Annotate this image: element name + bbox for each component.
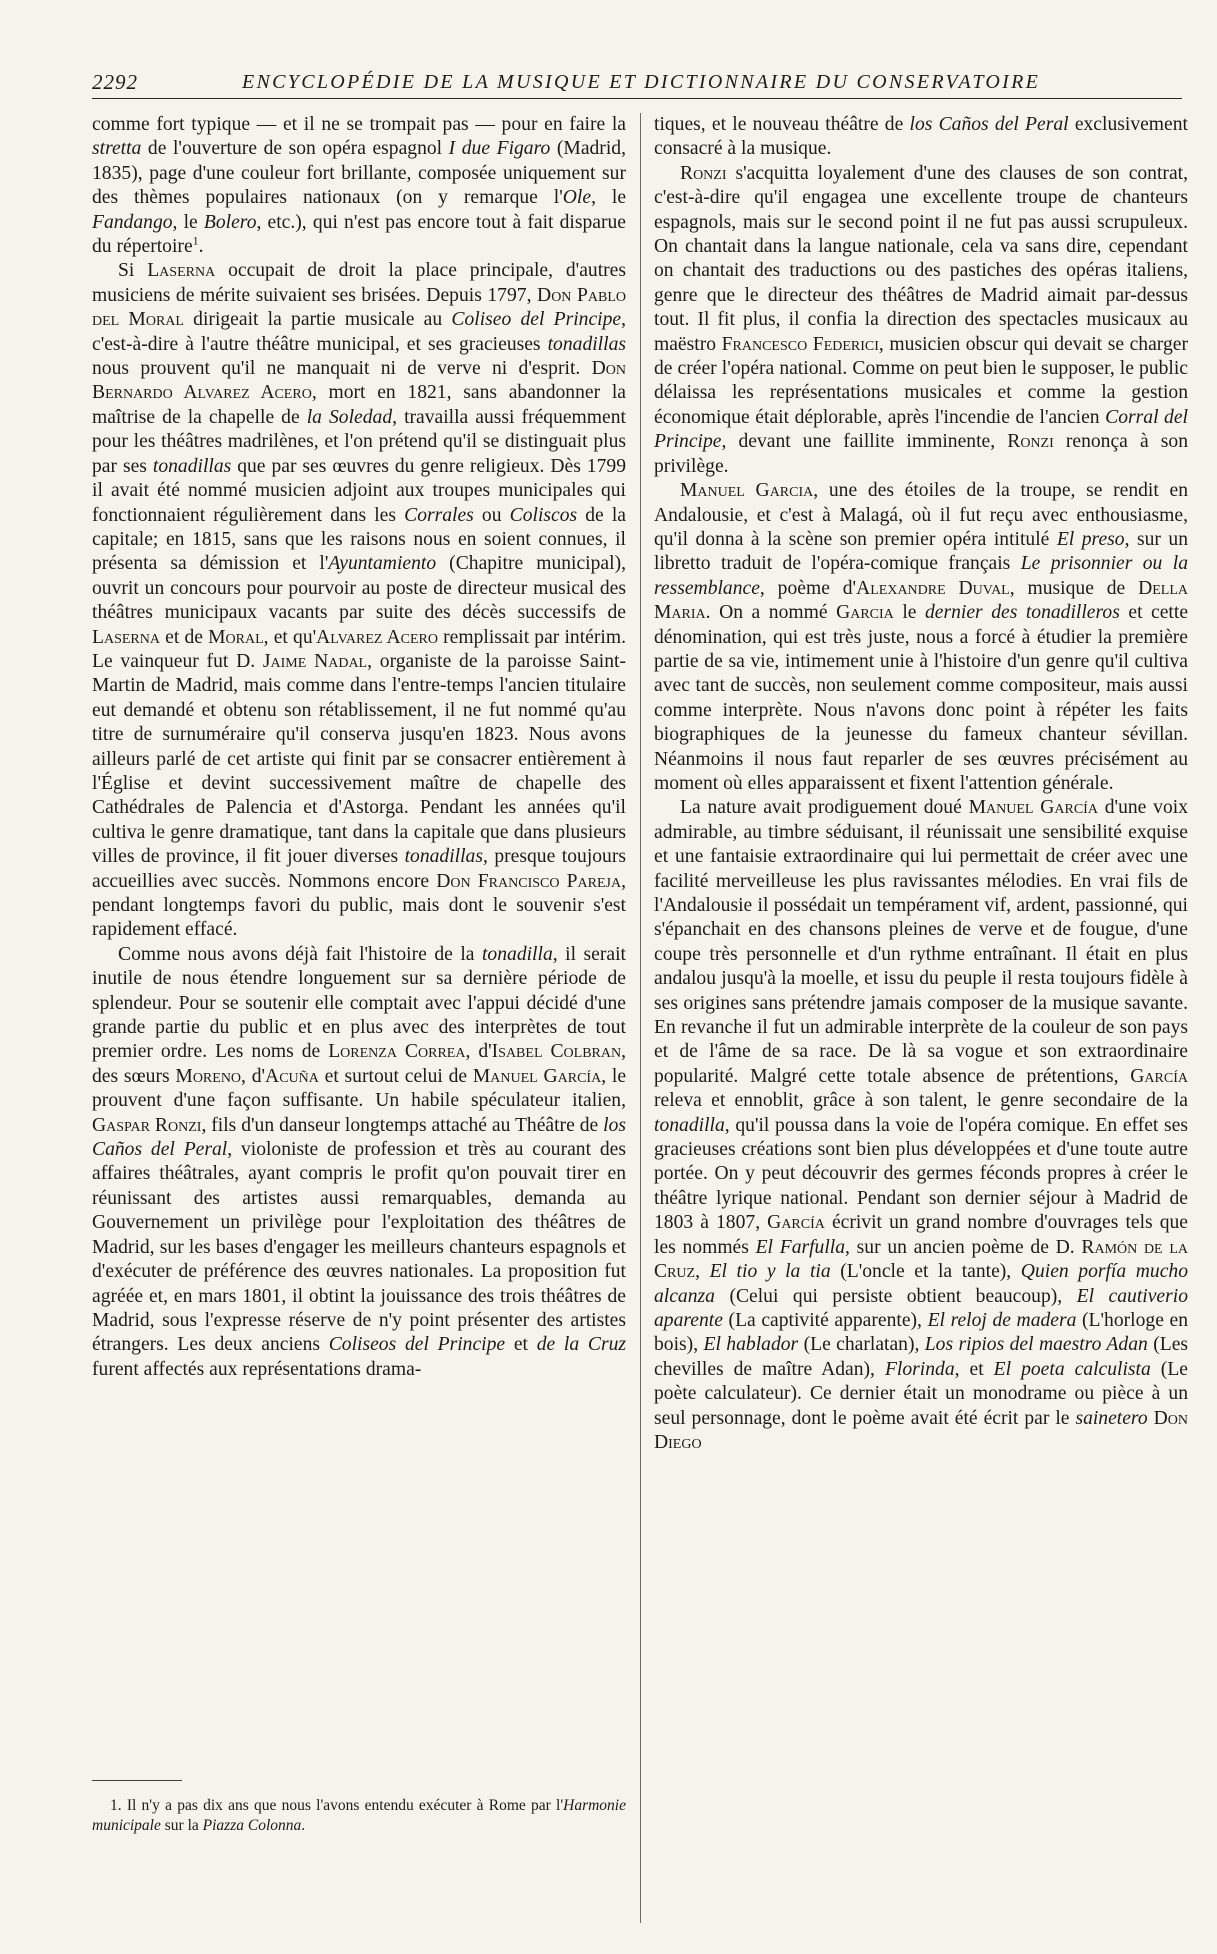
person-name: D. Ramón de la Cruz [654, 1236, 1188, 1283]
text: , presque toujours accueillies avec succès. Nommons encore [92, 846, 627, 892]
column-divider [640, 113, 641, 1923]
text: , etc.), qui n'est pas encore tout à fait disparue du répertoire [92, 211, 627, 258]
italic-term: El cautiverio aparente [654, 1285, 1188, 1331]
text: et de [159, 626, 209, 648]
text: comme fort typique — et il ne se trompait pas — pour en faire la [92, 114, 626, 135]
italic-term: Piazza Colonna [202, 1816, 302, 1834]
text: (Le charlatan), [798, 1334, 925, 1356]
text: (L'horloge en bois), [654, 1309, 1188, 1356]
text: , le prouvent d'une façon suffisante. Un habile spéculateur italien, [92, 1065, 627, 1112]
text: . On a nommé [705, 602, 837, 624]
footnote [92, 1796, 626, 1835]
text: , d' [241, 1065, 266, 1087]
text: , poème d' [759, 577, 857, 599]
person-name: Laserna [147, 260, 216, 282]
text: . [198, 236, 204, 258]
text: sur la [160, 1816, 203, 1834]
text: occupait de droit la place principale, d'autres musiciens de mérite suivaient ses brisées. Depuis 1797, [92, 260, 626, 306]
text: , c'est-à-dire à l'autre théâtre municipal, et ses gracieuses [92, 309, 626, 355]
italic-term: tonadillas [547, 333, 626, 355]
text: , il serait inutile de nous étendre longuement sur sa dernière période de splendeur. Pour se soutenir elle comptait avec l'appui décidé d'une grande partie du public et en plus avec des interprètes de tout premier ordre. Les noms de [92, 943, 626, 1063]
italic-term: Le prisonnier ou la ressemblance [654, 553, 1188, 599]
text: remplissait par intérim. Le vainqueur fut [92, 626, 626, 672]
text: , musicien obscur qui devait se charger de créer l'opéra national. Comme on peut bien le supposer, le public délaissa les représentations musicales et comme la gestion économique était déplorable, après l'incendie de l'ancien [654, 333, 1188, 428]
person-name: García [767, 1212, 825, 1234]
running-title: ENCYCLOPÉDIE DE LA MUSIQUE ET DICTIONNAIRE DU CONSERVATOIRE [242, 71, 1041, 93]
text: , qu'il poussa dans la voie de l'opéra comique. En effet ses gracieuses créations sont bien plus développées et d'une toute autre portée. On y peut découvrir des germes féconds propres à créer le théâtre lyrique national. Pendant son dernier séjour à Madrid de 1803 à 1807, [654, 1114, 1188, 1234]
italic-term: dernier des tonadilleros [925, 602, 1120, 624]
text: dirigeait la partie musicale au [183, 309, 452, 331]
text: , violoniste de profession et très au courant des affaires théâtrales, ayant compris le profit qu'on pouvait tirer en réunissant des artistes aussi remarquables, demanda au Gouvernement un privilège pour l'exploitation des théâtres de Madrid, sur les bases d'engager les meilleurs chanteurs espagnols et d'exécuter de préférence des œuvres nationales. La proposition fut agréée et, en mars 1801, il obtint la jouissance des trois théâtres de Madrid, sous l'expresse réserve de n'y point présenter des artistes étrangers. Les deux anciens [92, 1139, 626, 1356]
page-number: 2292 [92, 70, 138, 94]
text: , devant une faillite imminente, [721, 431, 1008, 453]
text: , et [954, 1358, 994, 1380]
text: s'acquitta loyalement d'une des clauses de son contrat, c'est-à-dire qu'il engagea une excellente troupe de chanteurs espagnols, mais sur le second point il ne fut pas aussi scrupuleux. On chantait dans la langue nationale, cela va sans dire, cependant on chantait des traductions ou des pastiches des opéras italiens, genre que le directeur des théâtres de Madrid aimait par-dessus tout. Il fit plus, il confia la direction des spectacles musicaux au maëstro [654, 162, 1188, 355]
paragraph [654, 113, 1188, 162]
text: , une des étoiles de la troupe, se rendit en Andalousie, et c'est à Malagá, où il fut reçu avec enthousiasme, qu'il donna à la scène son premier opéra intitulé [654, 480, 1188, 550]
italic-term: El preso [1056, 528, 1125, 550]
running-header [92, 70, 1182, 99]
person-name: Alvarez Acero [316, 626, 438, 648]
text: , sur un libretto traduit de l'opéra-comique français [654, 528, 1188, 575]
italic-term: El reloj de madera [927, 1309, 1077, 1331]
text: et cette dénomination, qui est très juste, nous a forcé à étudier la première partie de sa vie, intimement unie à l'histoire d'un genre qu'il cultiva avec tant de succès, non seulement comme compositeur, mais aussi comme interprète. Nous n'avons donc point à répéter les faits biographiques de la jeunesse du fameux chanteur sévillan. Néanmoins il nous faut reparler de ses œuvres précisément au moment où elles apparaissent et fixent l'attention générale. [654, 602, 1189, 794]
italic-term: Los ripios del maestro Adan [924, 1334, 1148, 1356]
italic-term: tonadilla [654, 1114, 725, 1136]
person-name: Manuel García [472, 1065, 602, 1087]
italic-term: de la Cruz [536, 1334, 626, 1356]
text: que par ses œuvres du genre religieux. Dès 1799 il avait été nommé musicien adjoint aux troupes municipales qui fonctionnaient régulièrement dans les [92, 455, 626, 526]
footnote-marker: 1 [192, 233, 199, 248]
text: de la capitale; en 1815, sans que les raisons nous en soient connues, il présenta sa démission et l' [92, 504, 627, 575]
person-name: Lorenza Correa [328, 1041, 466, 1063]
paragraph [654, 796, 1188, 1455]
person-name: Manuel Garcia [680, 480, 814, 502]
italic-term: tonadillas [404, 846, 483, 868]
paragraph [92, 943, 626, 1382]
person-name: Moral [208, 626, 264, 648]
text: , sur un ancien poème de [845, 1236, 1056, 1258]
italic-term: tonadillas [152, 455, 232, 477]
paragraph [92, 259, 626, 942]
italic-term: Corrales [404, 504, 474, 526]
text: , [695, 1261, 710, 1283]
italic-term: los Caños del Peral [92, 1114, 626, 1161]
text: d'une voix admirable, au timbre séduisant, il réunissait une sensibilité exquise et une fantaisie extraordinaire qui lui permettait de créer avec une facilité merveilleuse les plus ravissantes mélodies. En vrai fils de l'Andalousie il possédait un tempérament vif, ardent, passionné, qui s'épanchait en des chansons pleines de verve et de fougue, d'une coupe très personnelle et d'un rythme entraînant. Il était en plus andalou jusqu'à la moelle, et issu du peuple il resta toujours fidèle à ses origines sans prétendre jamais composer de la musique savante. En revanche il fut un admirable interprète de la couleur de son pays et de l'âme de sa race. De là sa vogue et son extraordinaire popularité. Malgré cette totale absence de prétentions, [654, 797, 1189, 1087]
person-name: Laserna [92, 626, 160, 648]
text: , travailla aussi fréquemment pour les théâtres madrilènes, et l'on prétend qu'il se distinguait plus par ses [92, 406, 626, 477]
person-name: Ronzi [680, 162, 727, 184]
text: nous prouvent qu'il ne manquait ni de verve ni d'esprit. [92, 358, 592, 380]
text: (Le poète calculateur). Ce dernier était un monodrame ou pièce à un seul personnage, dont le poème avait été écrit par le [654, 1358, 1188, 1429]
text: furent affectés aux représentations drama- [92, 1358, 422, 1380]
footnote-rule [92, 1780, 182, 1781]
text: (Madrid, 1835), page d'une couleur fort brillante, composée uniquement sur des thèmes populaires nationaux (on y remarque l' [92, 138, 626, 209]
text: (L'oncle et la tante), [830, 1261, 1021, 1283]
text: et surtout celui de [318, 1065, 473, 1087]
italic-term: I due Figaro [448, 138, 551, 160]
italic-term: Ayuntamiento [328, 553, 437, 575]
person-name: Ronzi [1007, 431, 1054, 453]
text: Si [118, 260, 148, 282]
text: . [301, 1816, 306, 1834]
text: , des sœurs [92, 1041, 626, 1087]
italic-term: El hablador [703, 1334, 799, 1356]
person-name: Manuel García [968, 797, 1098, 819]
text: Comme nous avons déjà fait l'histoire de la [118, 943, 482, 965]
italic-term: Florinda [884, 1358, 955, 1380]
text: (Celui qui persiste obtient beaucoup), [714, 1285, 1077, 1307]
text: , mort en 1821, sans abandonner la maîtrise de la chapelle de [92, 382, 626, 428]
italic-term: tonadilla [481, 943, 553, 965]
left-column [92, 113, 626, 1382]
text: exclusivement consacré à la musique. [654, 114, 1188, 160]
paragraph [92, 113, 626, 259]
text: , organiste de la paroisse Saint-Martin de Madrid, mais comme dans l'entre-temps l'ancien titulaire eut demandé et obtenu son rétablissement, il ne fut nommé qu'au titre de surnuméraire qu'il conserva jusqu'en 1823. Nous avons ailleurs parlé de cet artiste qui finit par se consacrer entièrement à l'Église et devint successivement maître de chapelle des Cathédrales de Palencia et d'Astorga. Pendant les années qu'il cultiva le genre dramatique, tant dans la capitale que dans plusieurs villes de province, il fit jouer diverses [92, 650, 626, 868]
person-name: Moreno [175, 1065, 242, 1087]
paragraph [654, 162, 1188, 479]
italic-term: Corral del Principe [654, 406, 1188, 453]
text: (La captivité apparente), [722, 1309, 928, 1331]
text: ou [473, 504, 510, 526]
text: , pendant longtemps favori du public, mais dont le souvenir s'est rapidement effacé. [92, 870, 626, 941]
person-name: Garcia [836, 602, 894, 624]
italic-term: los Caños del Peral [909, 114, 1069, 135]
italic-term: Fandango [92, 211, 173, 233]
person-name: Don Pablo del Moral [92, 284, 626, 331]
italic-term: sainetero [1075, 1407, 1148, 1429]
italic-term: El poeta calculista [993, 1358, 1151, 1380]
italic-term: Harmonie municipale [92, 1797, 626, 1834]
text: (Les chevilles de maître Adan), [654, 1334, 1189, 1380]
italic-term: Coliseos del Principe [328, 1334, 506, 1356]
text: , et qu' [263, 626, 317, 648]
text: 1. Il n'y a pas dix ans que nous l'avons entendu exécuter à Rome par l' [110, 1797, 564, 1814]
text: , le [172, 211, 204, 233]
italic-term: Ole [562, 187, 592, 209]
text: La nature avait prodiguement doué [680, 797, 969, 819]
italic-term: la Soledad [306, 406, 393, 428]
italic-term: Coliseo del Principe [451, 309, 622, 331]
person-name: García [1130, 1065, 1188, 1087]
person-name: Francesco Federici [721, 333, 879, 355]
paragraph [654, 479, 1188, 796]
text: , fils d'un danseur longtemps attaché au Théâtre de [201, 1114, 604, 1136]
text: (Chapitre municipal), ouvrit un concours pour pourvoir au poste de directeur musical des théâtres municipaux vacants par suite des décès successifs de [92, 553, 626, 624]
person-name: Della Maria [654, 577, 1188, 624]
text: tiques, et le nouveau théâtre de [654, 114, 910, 135]
text: releva et ennoblit, grâce à son talent, le genre secondaire de la [654, 1090, 1188, 1112]
person-name: Alexandre Duval [856, 577, 1010, 599]
text: et [505, 1334, 537, 1356]
person-name: Gaspar Ronzi [92, 1114, 202, 1136]
italic-term: Quien porfía mucho alcanza [654, 1261, 1188, 1307]
italic-term: Bolero [203, 211, 257, 233]
person-name: Acuña [265, 1065, 319, 1087]
text: renonça à son privilège. [654, 431, 1188, 477]
italic-term: El Farfulla [755, 1236, 846, 1258]
person-name: Isabel Colbran [491, 1041, 622, 1063]
text: , d' [465, 1041, 492, 1063]
person-name: Don Diego [654, 1407, 1188, 1453]
text: , le [591, 187, 627, 209]
italic-term: stretta [92, 138, 142, 160]
right-column [654, 113, 1188, 1455]
text: de l'ouverture de son opéra espagnol [141, 138, 449, 160]
person-name: D. Jaime Nadal [236, 650, 368, 672]
italic-term: Coliscos [509, 504, 578, 526]
person-name: Don Bernardo Alvarez Acero [92, 358, 626, 404]
person-name: Don Francisco Pareja [436, 870, 622, 892]
italic-term: El tio y la tia [709, 1261, 831, 1283]
text: le [893, 602, 925, 624]
text: écrivit un grand nombre d'ouvrages tels que les nommés [654, 1212, 1189, 1258]
text: , musique de [1009, 577, 1139, 599]
